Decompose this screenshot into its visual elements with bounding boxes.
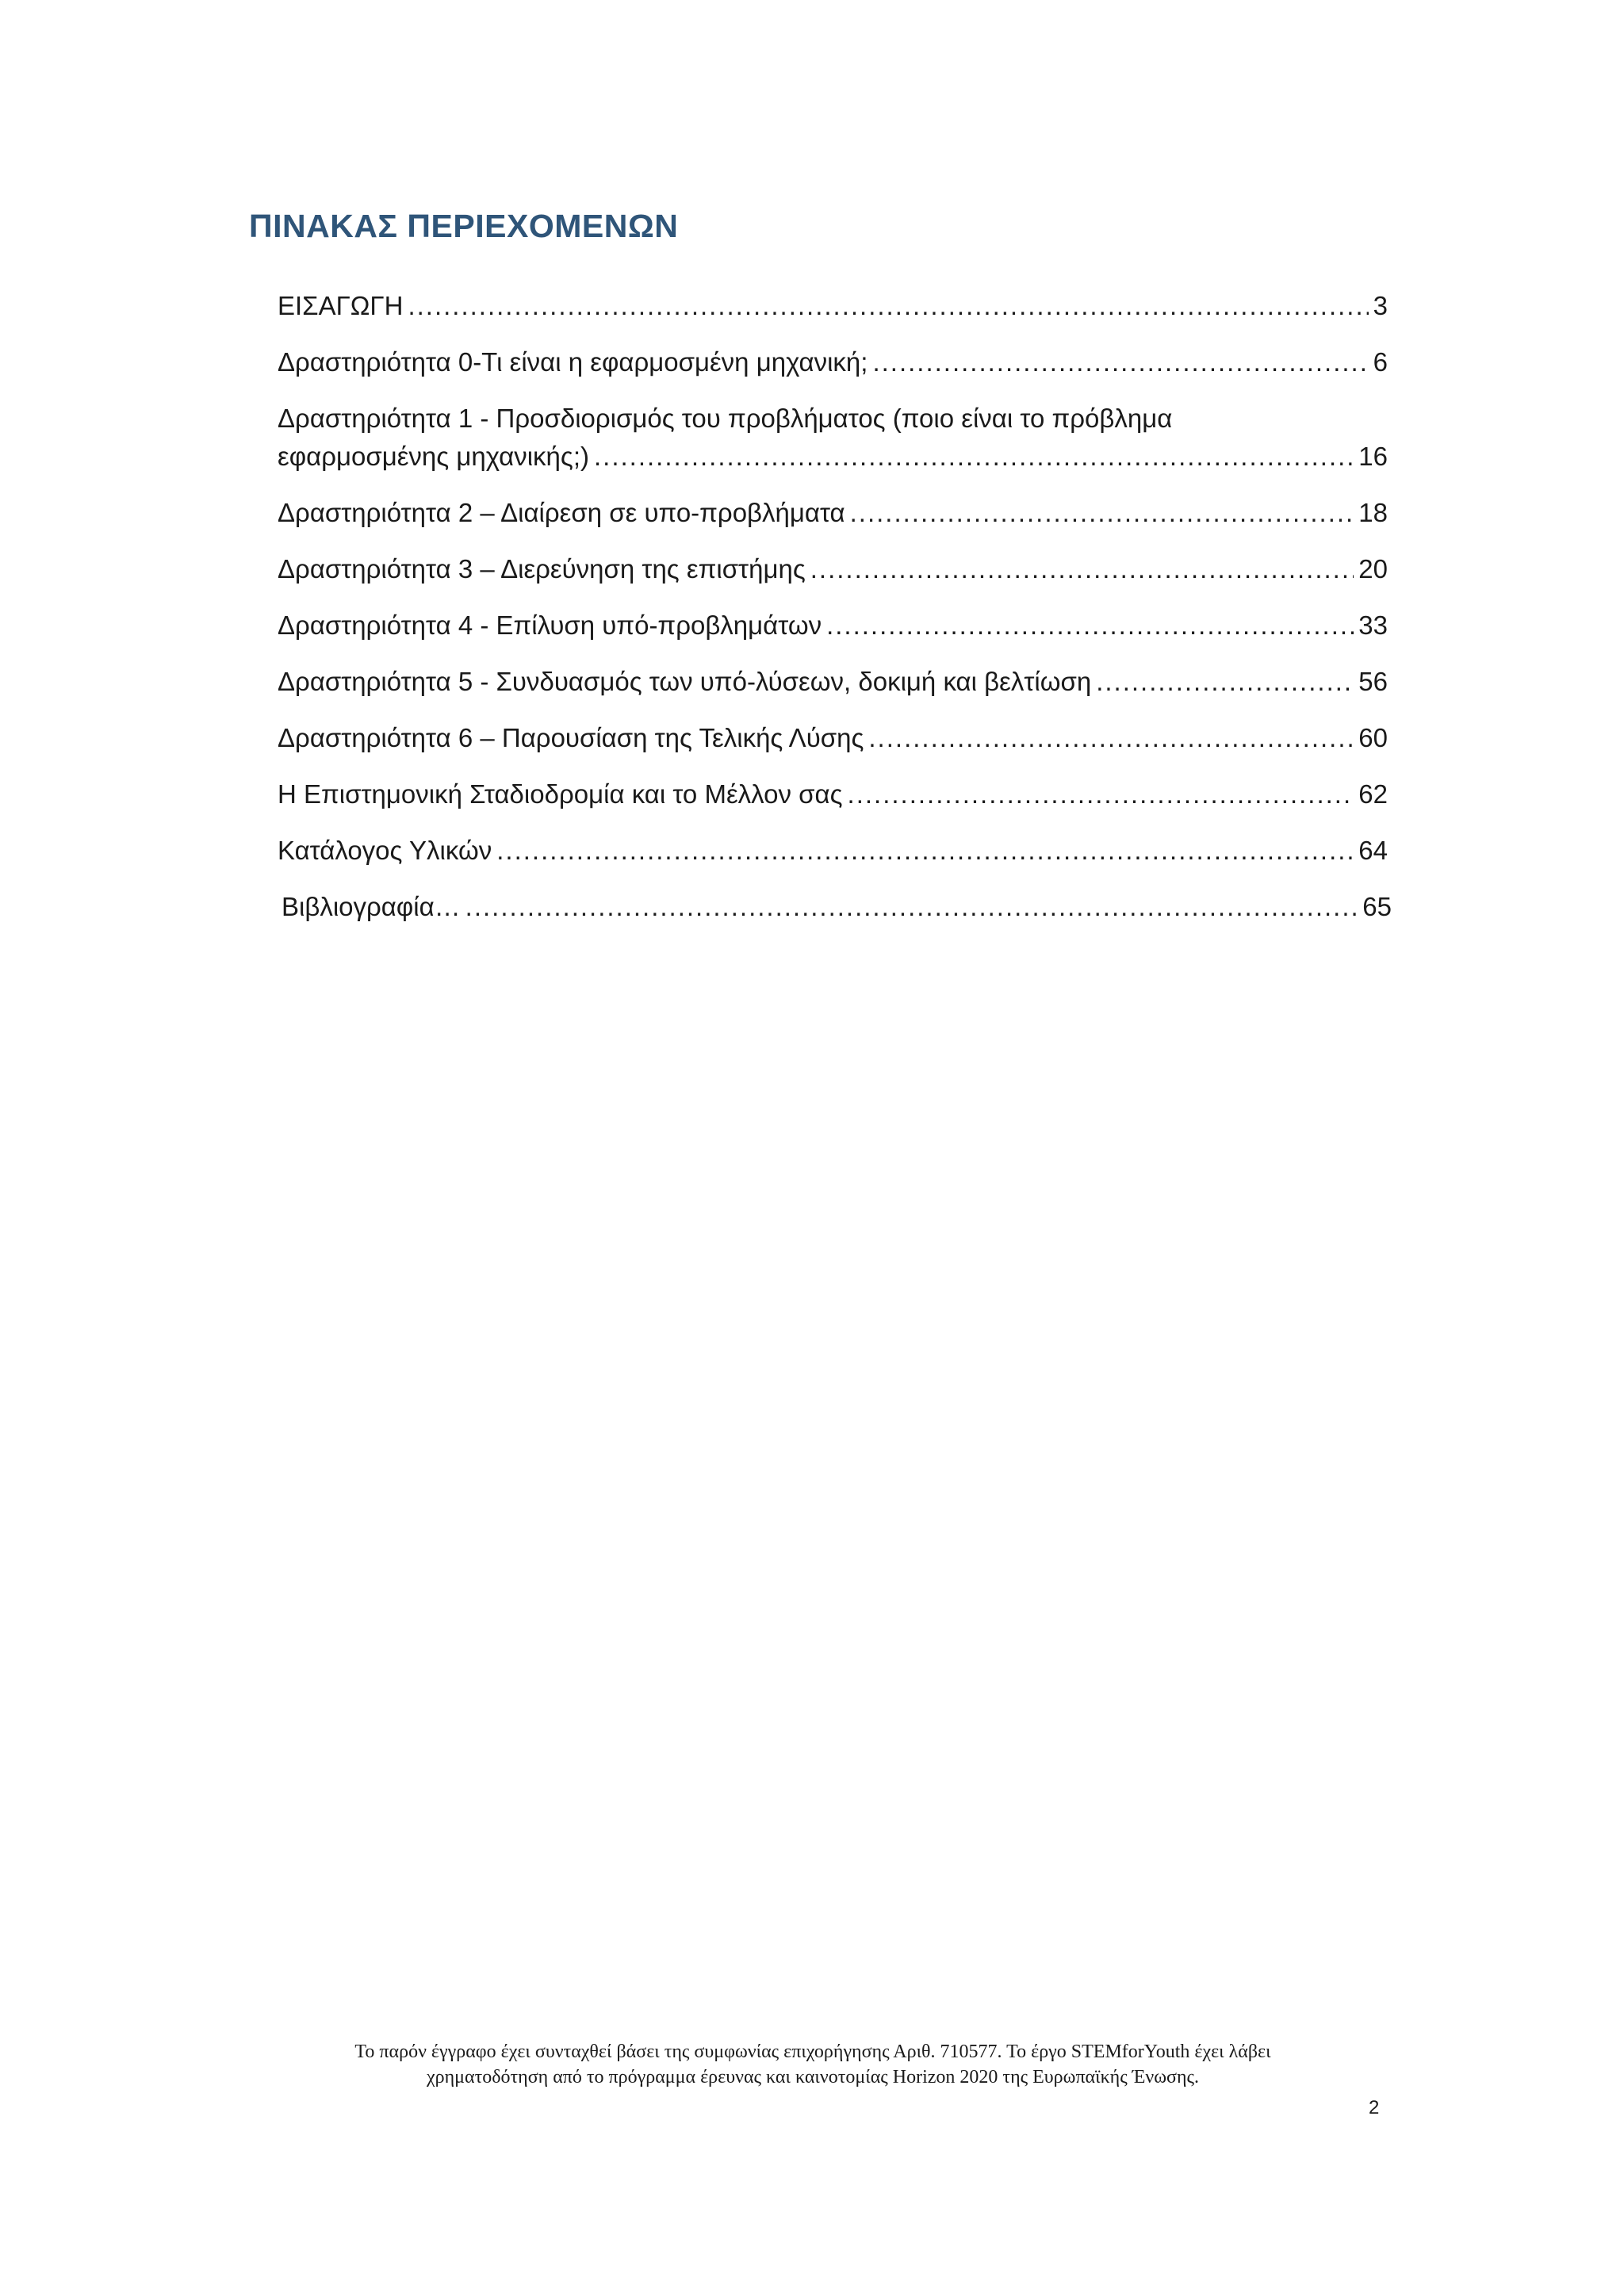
dot-leader xyxy=(594,438,1354,476)
dot-leader xyxy=(1096,663,1354,701)
toc-entry-page: 3 xyxy=(1373,291,1388,320)
toc-entry-title: ΕΙΣΑΓΩΓΗ xyxy=(278,291,404,320)
toc-entry-activity-3[interactable] xyxy=(278,550,1388,588)
dot-leader xyxy=(465,888,1358,926)
toc-entry-page: 65 xyxy=(1362,892,1392,921)
funding-footer xyxy=(198,2039,1427,2090)
dot-leader xyxy=(872,343,1368,381)
toc-entry-activity-1[interactable] xyxy=(278,400,1388,476)
footer-line-2: χρηματοδότηση από το πρόγραμμα έρευνας και καινοτομίας Horizon 2020 της Ευρωπαϊκής Ένωσης. xyxy=(426,2067,1200,2087)
toc-entry-page: 56 xyxy=(1358,667,1388,696)
toc-entry-activity-0[interactable] xyxy=(278,343,1388,381)
dot-leader xyxy=(408,287,1368,325)
toc-entry-activity-6[interactable] xyxy=(278,719,1388,757)
footer-line-1: Το παρόν έγγραφο έχει συνταχθεί βάσει της συμφωνίας επιχορήγησης Αριθ. 710577. Το έργο STEMforYouth έχει λάβει xyxy=(354,2042,1271,2062)
toc-entry-title-line1: Δραστηριότητα 1 - Προσδιορισμός του προβλήματος (ποιο είναι το πρόβλημα xyxy=(278,404,1173,433)
toc-entry-introduction[interactable] xyxy=(278,287,1388,325)
toc-entry-title: Βιβλιογραφία… xyxy=(282,892,461,921)
toc-entry-career[interactable] xyxy=(278,775,1388,813)
dot-leader xyxy=(850,494,1354,532)
toc-entry-activity-5[interactable] xyxy=(278,663,1388,701)
toc-list xyxy=(278,287,1392,944)
toc-entry-activity-2[interactable] xyxy=(278,494,1388,532)
toc-entry-bibliography[interactable] xyxy=(278,888,1392,926)
toc-entry-materials[interactable] xyxy=(278,832,1388,870)
toc-entry-page: 64 xyxy=(1358,836,1388,865)
toc-entry-activity-4[interactable] xyxy=(278,607,1388,645)
toc-entry-page: 20 xyxy=(1358,554,1388,584)
toc-entry-page: 18 xyxy=(1358,498,1388,527)
toc-entry-title: Δραστηριότητα 6 – Παρουσίαση της Τελικής Λύσης xyxy=(278,723,864,752)
dot-leader xyxy=(868,719,1354,757)
toc-entry-title: Η Επιστημονική Σταδιοδρομία και το Μέλλον σας xyxy=(278,779,843,809)
toc-entry-title: εφαρμοσμένης μηχανικής;) xyxy=(278,442,589,471)
toc-entry-title: Δραστηριότητα 5 - Συνδυασμός των υπό-λύσεων, δοκιμή και βελτίωση xyxy=(278,667,1092,696)
toc-entry-title: Δραστηριότητα 0-Τι είναι η εφαρμοσμένη μηχανική; xyxy=(278,347,868,377)
toc-entry-title: Δραστηριότητα 3 – Διερεύνηση της επιστήμης xyxy=(278,554,806,584)
toc-entry-page: 62 xyxy=(1358,779,1388,809)
toc-entry-page: 16 xyxy=(1358,442,1388,471)
toc-entry-title: Κατάλογος Υλικών xyxy=(278,836,492,865)
dot-leader xyxy=(826,607,1354,645)
toc-entry-page: 6 xyxy=(1373,347,1388,377)
toc-heading: ΠΙΝΑΚΑΣ ΠΕΡΙΕΧΟΜΕΝΩΝ xyxy=(249,208,679,244)
dot-leader xyxy=(496,832,1354,870)
dot-leader xyxy=(848,775,1354,813)
toc-entry-title: Δραστηριότητα 4 - Επίλυση υπό-προβλημάτων xyxy=(278,610,822,640)
toc-entry-page: 60 xyxy=(1358,723,1388,752)
toc-entry-title: Δραστηριότητα 2 – Διαίρεση σε υπο-προβλήματα xyxy=(278,498,845,527)
dot-leader xyxy=(810,550,1354,588)
toc-entry-page: 33 xyxy=(1358,610,1388,640)
page-number: 2 xyxy=(1369,2097,1380,2118)
